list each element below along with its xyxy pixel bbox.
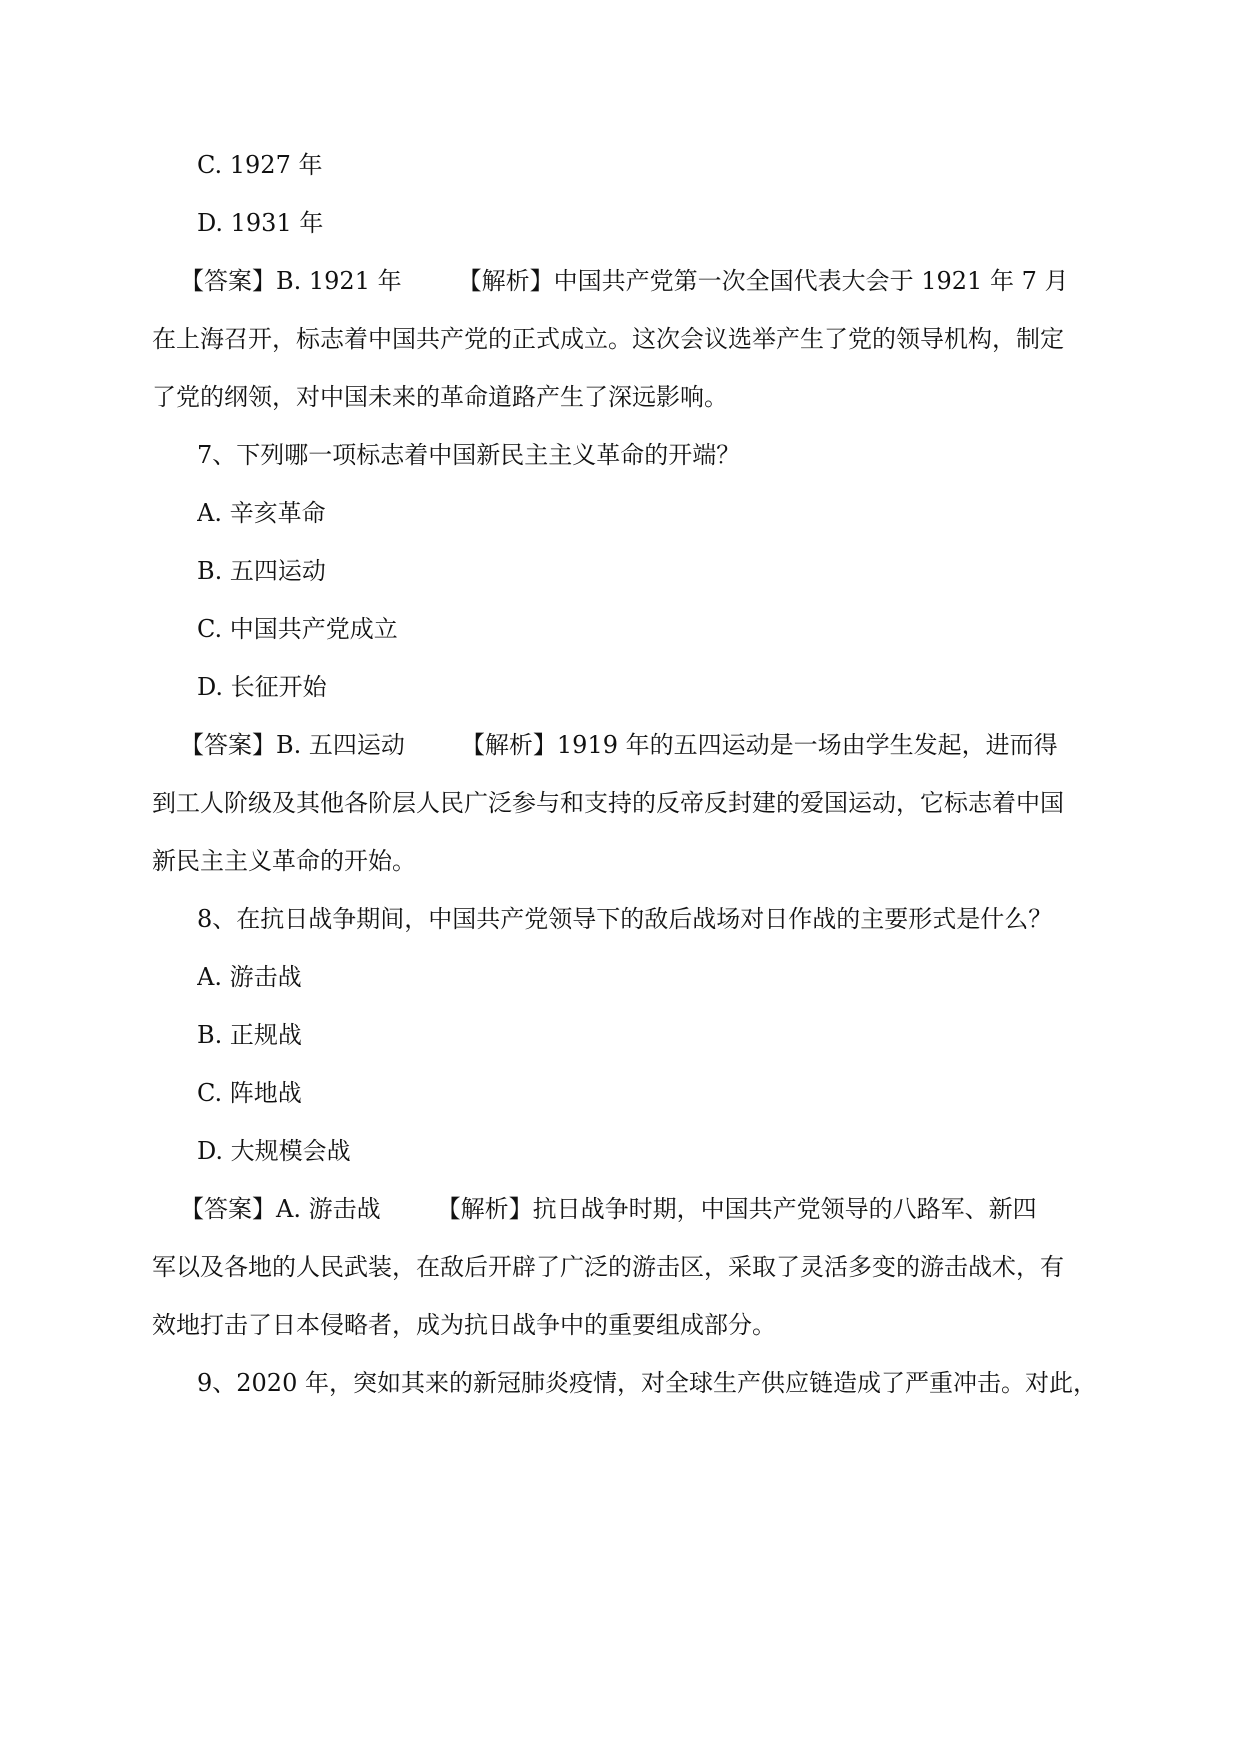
q7-analysis-line1: 【解析】1919 年的五四运动是一场由学生发起，进而得 <box>460 731 1058 759</box>
q7-option-d: D. 长征开始 <box>197 673 327 701</box>
q8-analysis-line1: 【解析】抗日战争时期，中国共产党领导的八路军、新四 <box>436 1195 1037 1223</box>
q6-analysis-line1: 【解析】中国共产党第一次全国代表大会于 1921 年 7 月 <box>457 267 1069 295</box>
q7-answer-label: 【答案】B. 五四运动 <box>180 731 405 759</box>
q6-answer-line <box>180 264 1120 298</box>
q7-option-b: B. 五四运动 <box>197 557 326 585</box>
q6-analysis-line2: 在上海召开，标志着中国共产党的正式成立。这次会议选举产生了党的领导机构，制定 <box>152 325 1064 353</box>
q6-analysis-line3: 了党的纲领，对中国未来的革命道路产生了深远影响。 <box>152 383 728 411</box>
q8-answer-line <box>180 1192 1120 1226</box>
q7-answer-line <box>180 728 1120 762</box>
q8-question: 8、在抗日战争期间，中国共产党领导下的敌后战场对日作战的主要形式是什么？ <box>197 905 1053 933</box>
q7-option-c: C. 中国共产党成立 <box>197 615 398 643</box>
q6-option-d: D. 1931 年 <box>197 209 324 237</box>
q8-option-b: B. 正规战 <box>197 1021 302 1049</box>
q8-option-a: A. 游击战 <box>197 963 302 991</box>
q8-analysis-line3: 效地打击了日本侵略者，成为抗日战争中的重要组成部分。 <box>152 1311 776 1339</box>
q8-option-d: D. 大规模会战 <box>197 1137 351 1165</box>
q8-answer-label: 【答案】A. 游击战 <box>180 1195 381 1223</box>
q7-question: 7、下列哪一项标志着中国新民主主义革命的开端？ <box>197 441 741 469</box>
q9-question: 9、2020 年，突如其来的新冠肺炎疫情，对全球生产供应链造成了严重冲击。对此， <box>197 1369 1097 1397</box>
q8-option-c: C. 阵地战 <box>197 1079 302 1107</box>
q6-answer-label: 【答案】B. 1921 年 <box>180 267 402 295</box>
q7-analysis-line3: 新民主主义革命的开始。 <box>152 847 416 875</box>
q8-analysis-line2: 军以及各地的人民武装，在敌后开辟了广泛的游击区，采取了灵活多变的游击战术，有 <box>152 1253 1064 1281</box>
q6-option-c: C. 1927 年 <box>197 151 323 179</box>
q7-option-a: A. 辛亥革命 <box>197 499 326 527</box>
q7-analysis-line2: 到工人阶级及其他各阶层人民广泛参与和支持的反帝反封建的爱国运动，它标志着中国 <box>152 789 1064 817</box>
